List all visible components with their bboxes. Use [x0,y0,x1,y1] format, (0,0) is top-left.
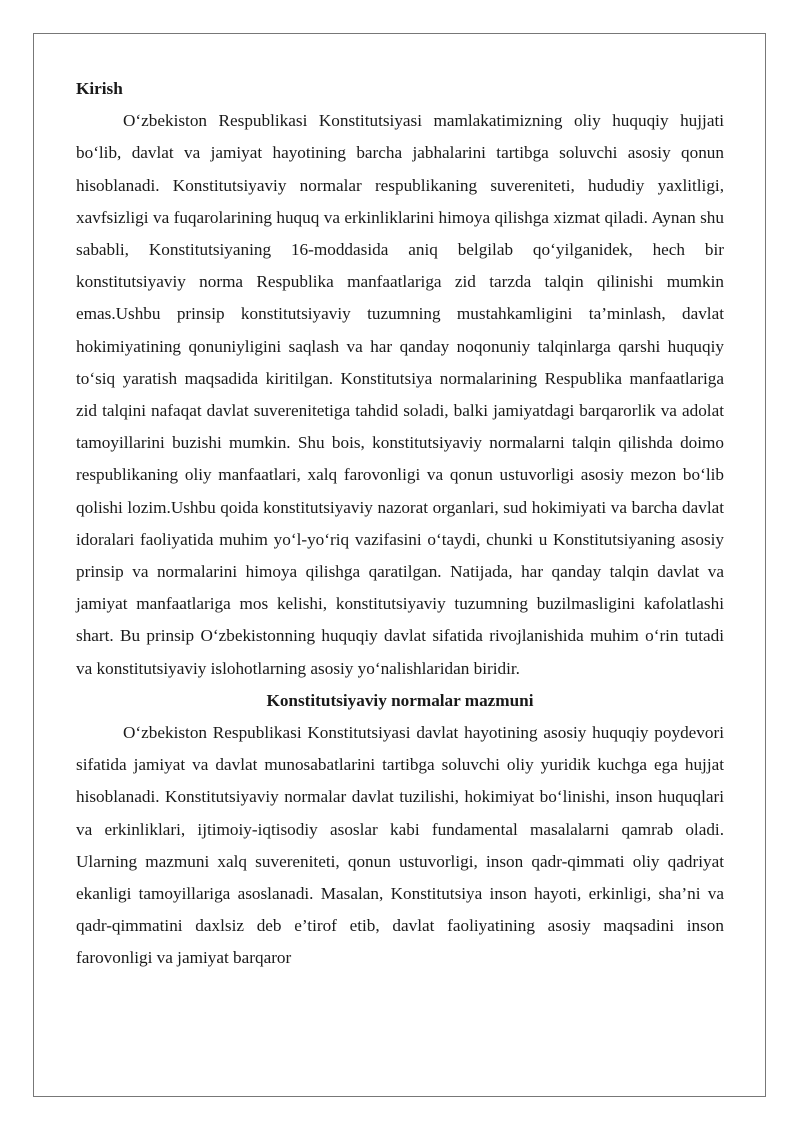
section-heading: Konstitutsiyaviy normalar mazmuni [266,690,534,710]
document-body [76,73,724,975]
intro-paragraph: O‘zbekiston Respublikasi Konstitutsiyasi mamlakatimizning oliy huquqiy hujjati bo‘lib, davlat va jamiyat hayotining barcha jabhalarini tartibga soluvchi asosiy qonun hisoblanadi. Konstitutsiyaviy normalar respublikaning suvereniteti, hududiy yaxlitligi, xavfsizligi va fuqarolarining huquq va erkinliklarini himoya qilishga xizmat qiladi. Aynan shu sababli, Konstitutsiyaning 16-moddasida aniq belgilab qo‘yilganidek, hech bir konstitutsiyaviy norma Respublika manfaatlariga zid tarzda talqin qilinishi mumkin emas.Ushbu prinsip konstitutsiyaviy tuzumning mustahkamligini ta’minlash, davlat hokimiyatining qonuniyligini saqlash va har qanday noqonuniy talqinlarga qarshi huquqiy to‘siq yaratish maqsadida kiritilgan. Konstitutsiya normalarining Respublika manfaatlariga zid talqini nafaqat davlat suverenitetiga tahdid soladi, balki jamiyatdagi barqarorlik va adolat tamoyillarini buzishi mumkin. Shu bois, konstitutsiyaviy normalarni talqin qilishda doimo respublikaning oliy manfaatlari, xalq farovonligi va qonun ustuvorligi asosiy mezon bo‘lib qolishi lozim.Ushbu qoida konstitutsiyaviy nazorat organlari, sud hokimiyati va barcha davlat idoralari faoliyatida muhim yo‘l-yo‘riq vazifasini o‘taydi, chunki u Konstitutsiyaning asosiy prinsip va normalarini himoya qilishga qaratilgan. Natijada, har qanday talqin davlat va jamiyat manfaatlariga mos kelishi, konstitutsiyaviy tuzumning buzilmasligini kafolatlashi shart. Bu prinsip O‘zbekistonning huquqiy davlat sifatida rivojlanishida muhim o‘rin tutadi va konstitutsiyaviy islohotlarning asosiy yo‘nalishlaridan biridir. [76,111,724,678]
intro-heading: Kirish [76,79,123,98]
section-paragraph: O‘zbekiston Respublikasi Konstitutsiyasi davlat hayotining asosiy huquqiy poydevori sifatida jamiyat va davlat munosabatlarini tartibga soluvchi oliy yuridik kuchga ega hujjat hisoblanadi. Konstitutsiyaviy normalar davlat tuzilishi, hokimiyat bo‘linishi, inson huquqlari va erkinliklari, ijtimoiy-iqtisodiy asoslar kabi fundamental masalalarni qamrab oladi. Ularning mazmuni xalq suvereniteti, qonun ustuvorligi, inson qadr-qimmati oliy qadriyat ekanligi tamoyillariga asoslanadi. Masalan, Konstitutsiya inson hayoti, erkinligi, sha’ni va qadr-qimmatini daxlsiz deb e’tirof etib, davlat faoliyatining asosiy maqsadini inson farovonligi va jamiyat barqaror [76,723,724,968]
